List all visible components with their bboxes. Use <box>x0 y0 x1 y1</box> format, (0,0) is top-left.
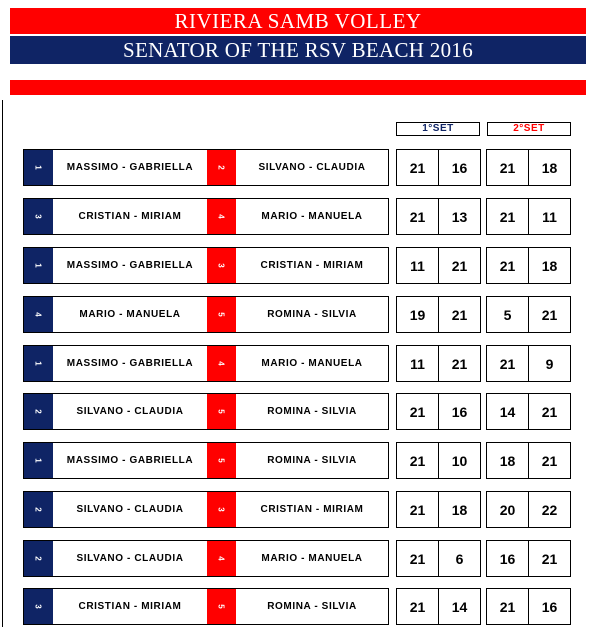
set1-score-box <box>396 149 481 186</box>
set2-home-score: 21 <box>499 257 516 274</box>
set1-home-score: 11 <box>410 355 425 372</box>
away-seed-badge: 4 <box>207 541 236 576</box>
set2-away-score: 18 <box>541 159 558 176</box>
set2-home-score: 14 <box>499 403 516 420</box>
away-seed-badge: 4 <box>207 199 236 234</box>
set2-score-box <box>486 442 571 479</box>
set1-away-score: 21 <box>451 355 468 372</box>
teams-box <box>23 296 389 333</box>
away-team-name: ROMINA - SILVIA <box>267 601 357 612</box>
away-seed-badge: 5 <box>207 589 236 624</box>
home-team-name: MASSIMO - GABRIELLA <box>66 455 194 466</box>
set2-home-score: 16 <box>499 550 516 567</box>
set2-away-score: 16 <box>541 598 558 615</box>
set1-score-box <box>396 491 481 528</box>
away-seed-badge: 3 <box>207 492 236 527</box>
page-subtitle: SENATOR OF THE RSV BEACH 2016 <box>10 36 586 64</box>
page-title: RIVIERA SAMB VOLLEY <box>10 8 586 34</box>
home-seed-badge: 1 <box>24 346 53 381</box>
teams-box <box>23 149 389 186</box>
away-team-name: ROMINA - SILVIA <box>267 455 357 466</box>
set2-home-score: 21 <box>499 159 516 176</box>
set1-home-score: 19 <box>409 306 426 323</box>
set1-home-score: 21 <box>409 403 426 420</box>
home-team-name: MARIO - MANUELA <box>79 309 181 320</box>
away-team-name: MARIO - MANUELA <box>261 358 363 369</box>
set1-score-box <box>396 540 481 577</box>
away-seed-badge: 4 <box>207 346 236 381</box>
away-seed-badge: 3 <box>207 248 236 283</box>
home-team-name: SILVANO - CLAUDIA <box>76 504 184 515</box>
teams-box <box>23 442 389 479</box>
away-team-name: MARIO - MANUELA <box>261 211 363 222</box>
set1-away-score: 10 <box>451 452 468 469</box>
set2-score-box <box>486 247 571 284</box>
set1-home-score: 21 <box>409 208 426 225</box>
set1-home-score: 21 <box>409 550 426 567</box>
home-team-name: SILVANO - CLAUDIA <box>76 553 184 564</box>
set2-home-score: 21 <box>499 598 516 615</box>
set2-score-box <box>486 198 571 235</box>
set1-away-score: 14 <box>451 598 468 615</box>
set1-score-box <box>396 442 481 479</box>
set1-home-score: 21 <box>409 501 426 518</box>
set1-score-box <box>396 393 481 430</box>
set2-score-box <box>486 149 571 186</box>
set2-score-box <box>486 491 571 528</box>
set1-away-score: 6 <box>455 550 464 567</box>
away-team-name: SILVANO - CLAUDIA <box>258 162 366 173</box>
set1-away-score: 21 <box>451 306 468 323</box>
home-team-name: MASSIMO - GABRIELLA <box>66 162 194 173</box>
home-team-name: MASSIMO - GABRIELLA <box>66 260 194 271</box>
teams-box <box>23 393 389 430</box>
set1-away-score: 21 <box>451 257 468 274</box>
set2-away-score: 22 <box>541 501 558 518</box>
home-seed-badge: 1 <box>24 248 53 283</box>
teams-box <box>23 198 389 235</box>
home-team-name: CRISTIAN - MIRIAM <box>78 601 182 612</box>
teams-box <box>23 588 389 625</box>
set2-header: 2°SET <box>487 122 571 136</box>
home-seed-badge: 3 <box>24 199 53 234</box>
home-team-name: SILVANO - CLAUDIA <box>76 406 184 417</box>
set2-away-score: 11 <box>542 208 557 225</box>
set1-away-score: 13 <box>451 208 468 225</box>
set2-home-score: 21 <box>499 208 516 225</box>
away-team-name: ROMINA - SILVIA <box>267 309 357 320</box>
set1-home-score: 21 <box>409 159 426 176</box>
set2-away-score: 21 <box>541 452 558 469</box>
home-team-name: MASSIMO - GABRIELLA <box>66 358 194 369</box>
away-team-name: CRISTIAN - MIRIAM <box>260 260 364 271</box>
set2-score-box <box>486 393 571 430</box>
set1-score-box <box>396 247 481 284</box>
set1-score-box <box>396 296 481 333</box>
set1-home-score: 11 <box>410 257 425 274</box>
set1-away-score: 16 <box>451 403 468 420</box>
set2-score-box <box>486 588 571 625</box>
home-team-name: CRISTIAN - MIRIAM <box>78 211 182 222</box>
set1-score-box <box>396 588 481 625</box>
teams-box <box>23 345 389 382</box>
set1-score-box <box>396 345 481 382</box>
away-team-name: ROMINA - SILVIA <box>267 406 357 417</box>
set2-score-box <box>486 296 571 333</box>
home-seed-badge: 3 <box>24 589 53 624</box>
away-team-name: MARIO - MANUELA <box>261 553 363 564</box>
set2-score-box <box>486 540 571 577</box>
away-seed-badge: 5 <box>207 443 236 478</box>
set2-home-score: 21 <box>499 355 516 372</box>
set2-home-score: 18 <box>499 452 516 469</box>
away-team-name: CRISTIAN - MIRIAM <box>260 504 364 515</box>
away-seed-badge: 2 <box>207 150 236 185</box>
set2-home-score: 5 <box>503 306 512 323</box>
set2-away-score: 21 <box>541 550 558 567</box>
home-seed-badge: 2 <box>24 492 53 527</box>
decorative-stripe <box>10 80 586 95</box>
left-border-line <box>2 100 3 627</box>
teams-box <box>23 540 389 577</box>
set2-away-score: 21 <box>541 403 558 420</box>
away-seed-badge: 5 <box>207 297 236 332</box>
set1-away-score: 18 <box>451 501 468 518</box>
set1-header: 1°SET <box>396 122 480 136</box>
home-seed-badge: 4 <box>24 297 53 332</box>
set1-score-box <box>396 198 481 235</box>
set2-home-score: 20 <box>499 501 516 518</box>
set2-away-score: 9 <box>545 355 554 372</box>
home-seed-badge: 2 <box>24 394 53 429</box>
away-seed-badge: 5 <box>207 394 236 429</box>
teams-box <box>23 491 389 528</box>
set1-home-score: 21 <box>409 452 426 469</box>
set1-away-score: 16 <box>451 159 468 176</box>
set2-away-score: 18 <box>541 257 558 274</box>
set2-score-box <box>486 345 571 382</box>
teams-box <box>23 247 389 284</box>
set2-away-score: 21 <box>541 306 558 323</box>
set1-home-score: 21 <box>409 598 426 615</box>
home-seed-badge: 1 <box>24 150 53 185</box>
home-seed-badge: 1 <box>24 443 53 478</box>
home-seed-badge: 2 <box>24 541 53 576</box>
